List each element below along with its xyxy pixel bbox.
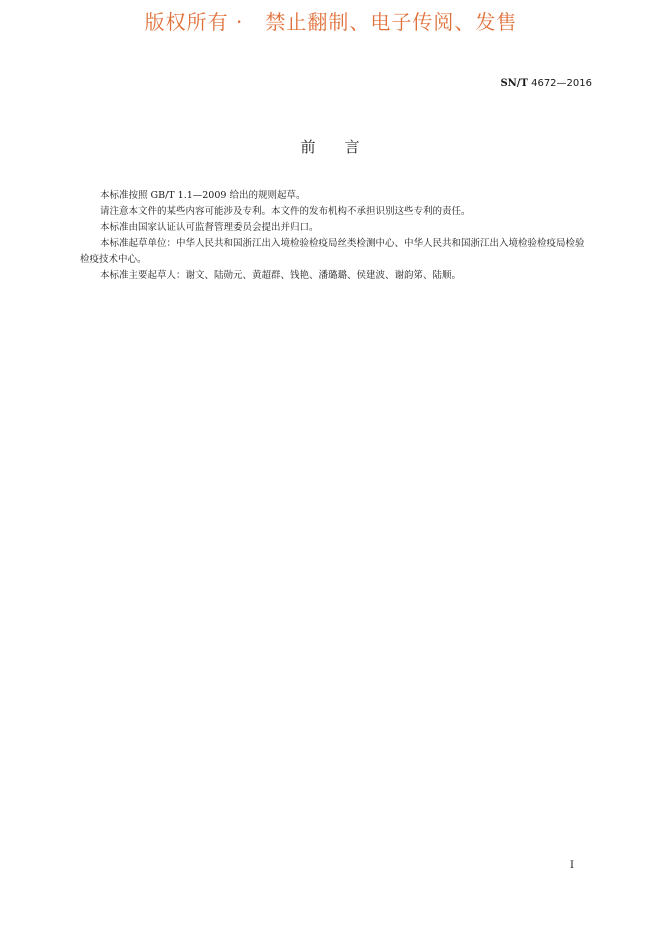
paragraph-drafters: 本标准主要起草人：谢文、陆勋元、黄超群、钱艳、潘璐璐、侯建波、谢韵笫、陆顺。 [100, 270, 462, 281]
standard-prefix: SN/T [500, 78, 528, 89]
page-number: I [570, 860, 574, 871]
paragraph-drafting-units: 本标准起草单位：中华人民共和国浙江出入境检验检疫局丝类检测中心、中华人民共和国浙江出入境检验检疫局检验检疫技术中心。 [80, 238, 585, 265]
paragraph-drafting-rules: 本标准按照 GB/T 1.1—2009 给出的规则起草。 [100, 190, 306, 201]
standard-number: 4672—2016 [531, 78, 592, 89]
copyright-watermark: 版权所有 · 禁止翻制、电子传阅、发售 [144, 10, 518, 34]
paragraph-proposer: 本标准由国家认证认可监督管理委员会提出并归口。 [100, 222, 319, 233]
foreword-body [80, 188, 592, 284]
page-title: 前 言 [300, 138, 362, 156]
standard-code [500, 78, 592, 89]
paragraph-patent-notice: 请注意本文件的某些内容可能涉及专利。本文件的发布机构不承担识别这些专利的责任。 [100, 206, 471, 217]
